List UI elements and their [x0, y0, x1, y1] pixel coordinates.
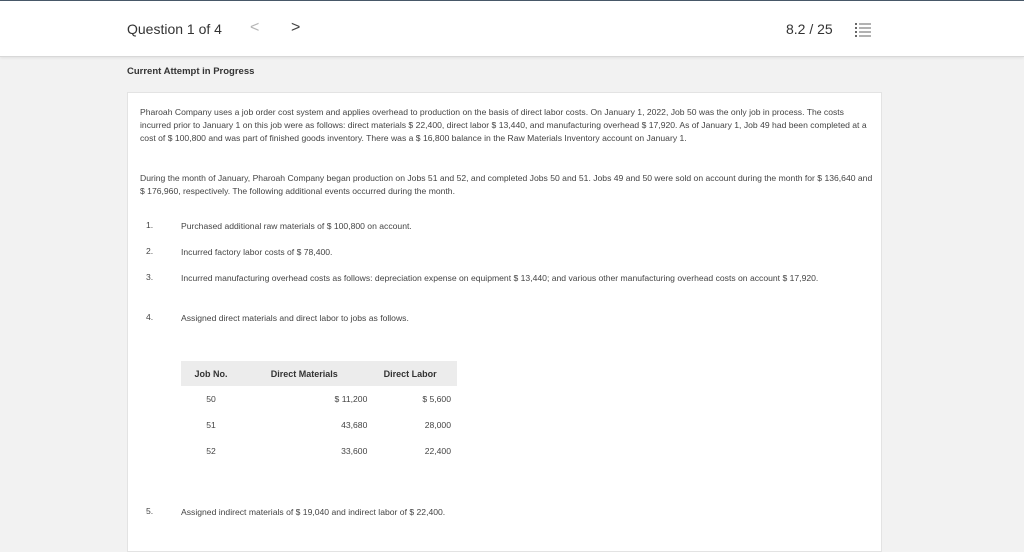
question-panel	[127, 92, 882, 552]
job-no-cell: 50	[206, 394, 216, 404]
column-header-direct-labor: Direct Labor	[369, 361, 457, 386]
question-counter: Question 1 of 4	[127, 21, 222, 37]
question-header	[0, 1, 1024, 57]
direct-labor-cell: 22,400	[424, 446, 451, 456]
event-number-4: 4.	[146, 312, 154, 322]
job-no-cell: 51	[206, 420, 216, 430]
score-display: 8.2 / 25	[786, 21, 833, 37]
table-header-row	[181, 361, 457, 386]
direct-labor-cell: 28,000	[424, 420, 451, 430]
event-number-3: 3.	[146, 272, 154, 282]
event-number-2: 2.	[146, 246, 154, 256]
event-text-5: Assigned indirect materials of $ 19,040 and indirect labor of $ 22,400.	[181, 507, 446, 517]
table-row	[181, 438, 457, 464]
table-row	[181, 412, 457, 438]
attempt-status: Current Attempt in Progress	[127, 66, 255, 77]
next-question-button[interactable]: >	[291, 19, 301, 36]
problem-paragraph-1: Pharoah Company uses a job order cost system and applies overhead to production on the basis of direct labor costs. On January 1, 2022, Job 50 was the only job in process. The costs incurred prior to January 1 on this job were as follows: direct materials $ 22,400, direct labor $ 13,440, and manufacturing overhead $ 17,920. As of January 1, Job 49 had been completed at a cost of $ 100,800 and was part of finished goods inventory. There was a $ 16,800 balance in the Raw Materials Inventory account on January 1.	[140, 107, 867, 143]
problem-paragraph-2: During the month of January, Pharoah Company began production on Jobs 51 and 52, and completed Jobs 50 and 51. Jobs 49 and 50 were sold on account during the month for $ 136,640 and $ 176,960, respectively. The following additional events occurred during the month.	[140, 173, 873, 196]
event-text-1: Purchased additional raw materials of $ 100,800 on account.	[181, 221, 412, 231]
question-list-icon[interactable]	[855, 23, 871, 37]
column-header-direct-materials: Direct Materials	[241, 361, 369, 386]
event-number-5: 5.	[146, 506, 154, 516]
job-no-cell: 52	[206, 446, 216, 456]
event-text-2: Incurred factory labor costs of $ 78,400.	[181, 247, 333, 257]
job-cost-table	[181, 361, 457, 464]
event-text-3: Incurred manufacturing overhead costs as follows: depreciation expense on equipment $ 13,440; and various other manufacturing overhead costs on account $ 17,920.	[181, 273, 819, 283]
event-number-1: 1.	[146, 220, 154, 230]
previous-question-button[interactable]: <	[250, 19, 260, 36]
table-row	[181, 386, 457, 412]
direct-materials-cell: 33,600	[341, 446, 368, 456]
column-header-job-no: Job No.	[181, 361, 241, 386]
direct-labor-cell: $ 5,600	[422, 394, 451, 404]
direct-materials-cell: $ 11,200	[334, 394, 368, 404]
event-text-4: Assigned direct materials and direct labor to jobs as follows.	[181, 313, 409, 323]
direct-materials-cell: 43,680	[341, 420, 368, 430]
